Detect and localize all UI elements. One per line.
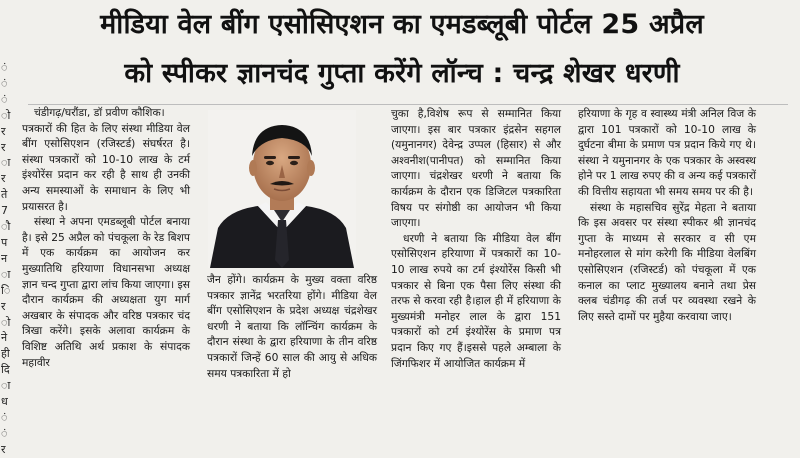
paragraph: जैन होंगे। कार्यक्रम के मुख्य वक्ता वरिष्ठ पत्रकार ज्ञानेंद्र भरतरिया होंगे। मीडिया वेल बींग एसोसिएशन के प्रदेश अध्यक्ष चंद्रशेखर धरणी ने बताया कि लॉन्चिंग कार्यक्रम के दौरान संस्था के द्वारा हरियाणा के तीन वरिष्ठ पत्रकारों जिन्हें 60 साल की आयु से अधिक समय पत्रकारिता में हो	[207, 273, 377, 380]
edge-fragment: प	[1, 235, 8, 249]
article-column-1	[22, 105, 190, 370]
edge-fragment: ं	[1, 426, 8, 440]
edge-fragment: ं	[1, 92, 8, 106]
edge-fragment: ा	[1, 267, 11, 281]
edge-fragment: ा	[1, 156, 11, 170]
edge-fragment: न	[1, 251, 8, 265]
edge-fragment: र	[1, 124, 6, 138]
edge-fragment: ौ	[1, 220, 11, 234]
article-column-3	[391, 106, 561, 371]
edge-fragment: ो	[1, 108, 11, 122]
edge-fragment: र	[1, 442, 6, 456]
edge-fragment: ते	[1, 188, 8, 202]
paragraph: चुका है,विशेष रूप से सम्मानित किया जाएगा। इस बार पत्रकार इंद्रसेन सहगल (यमुनानगर) देवेन्द्र उप्पल (हिसार) से और अश्वनीश(पानीपत) को सम्मानित किया जाएगा। चंद्रशेखर धरणी ने बताया कि कार्यक्रम के दौरान एक डिजिटल पत्रकारिता विषय पर संगोष्ठी का आयोजन भी किया जाएगा।	[391, 107, 561, 230]
edge-fragment: ं	[1, 61, 8, 74]
edge-fragment: ने	[1, 331, 8, 345]
edge-fragment: ं	[1, 410, 8, 424]
article-column-4	[578, 106, 756, 324]
paragraph: संस्था के महासचिव सुरेंद्र मेहता ने बताया कि इस अवसर पर संस्था स्पीकर श्री ज्ञानचंद गुप्ता के माध्यम से सरकार व सी एम मनोहरलाल से मांग करेगी कि मीडिया वेलबिंग एसोसिएशन (रजिस्टर्ड) को पंचकूला में एक कनाल का प्लाट मुख्यालय बनाने तथा प्रेस क्लब चंडीगढ़ की तर्ज पर व्यवस्था रखने के लिए सस्ते दामों पर मुहैया करवाया जाए।	[578, 200, 756, 323]
edge-fragment: दि	[1, 363, 10, 377]
edge-fragment: 7	[1, 204, 8, 218]
edge-fragment: ो	[1, 315, 11, 329]
headline-line-2: को स्पीकर ज्ञानचंद गुप्ता करेंगे लॉन्च : चन्द्र शेखर धरणी	[124, 58, 680, 89]
paragraph: धरणी ने बताया कि मीडिया वेल बींग एसोसिएशन हरियाणा में पत्रकारों का 10-10 लाख रुपये का टर्म इंश्योरेंस किसी भी पत्रकार से बिना एक पैसा लिए संस्था की तरफ से करवा रही है।हाल ही में हरियाणा के मुख्यमंत्री मनोहर लाल के द्वारा 151 पत्रकारों को टर्म इंश्योरेंस के प्रमाण पत्र प्रदान किए गए हैं।इससे पहले अम्बाला के जिंगफिशर में आयोजित कार्यक्रम में	[391, 231, 561, 370]
paragraph: संस्था ने अपना एमडब्लूबी पोर्टल बनाया है। इसे 25 अप्रैल को पंचकूला के रेड बिशप में एक कार्यक्रम का आयोजन कर मुख्यातिथि हरियाणा विधानसभा अध्यक्ष ज्ञान चन्द गुप्ता द्वारा लांच किया जाएगा। इस दौरान कार्यक्रम की अध्यक्षता युग मार्ग अखबार के संपादक और वरिष्ठ पत्रकार चंद त्रिखा करेंगे। इसके अलावा कार्यक्रम के विशिष्ट अतिथि अर्थ प्रकाश के संपादक महावीर	[22, 215, 190, 369]
paragraph: पत्रकारों की हित के लिए संस्था मीडिया वेल बींग एसोसिएशन (रजिस्टर्ड) संघर्षरत है। संस्था पत्रकारों को 10-10 लाख के टर्म इंश्योरेंस प्रदान कर रही है साथ ही उनकी अन्य समस्याओं के समाधान के लिए भी प्रयासरत है।	[22, 121, 190, 213]
dateline: चंडीगढ़/घरौंडा, डॉ प्रवीण कौशिक।	[34, 106, 165, 119]
edge-fragment: ा	[1, 379, 11, 393]
headline-line-1: मीडिया वेल बींग एसोसिएशन का एमडब्लूबी पोर्टल 25 अप्रैल	[100, 9, 704, 40]
portrait-photo	[208, 110, 356, 268]
edge-fragment: ं	[1, 76, 8, 90]
previous-article-edge	[0, 60, 12, 458]
edge-fragment: र	[1, 299, 6, 313]
edge-fragment: ही	[1, 347, 10, 361]
edge-fragment: र	[1, 172, 6, 186]
paragraph: हरियाणा के गृह व स्वास्थ्य मंत्री अनिल विज के द्वारा 101 पत्रकारों को 10-10 लाख के दुर्घटना बीमा के प्रमाण पत्र प्रदान किये गए थे।संस्था ने यमुनानगर के एक पत्रकार के अस्वस्थ होने पर 1 लाख रुपए की व अन्य कई पत्रकारों की वित्तीय सहायता भी समय समय पर की है।	[578, 107, 756, 198]
portrait-photo-art	[208, 110, 356, 268]
edge-fragment: ि	[1, 283, 11, 297]
article-column-2	[207, 272, 377, 381]
edge-fragment: ध	[1, 395, 8, 409]
edge-fragment: र	[1, 140, 6, 154]
